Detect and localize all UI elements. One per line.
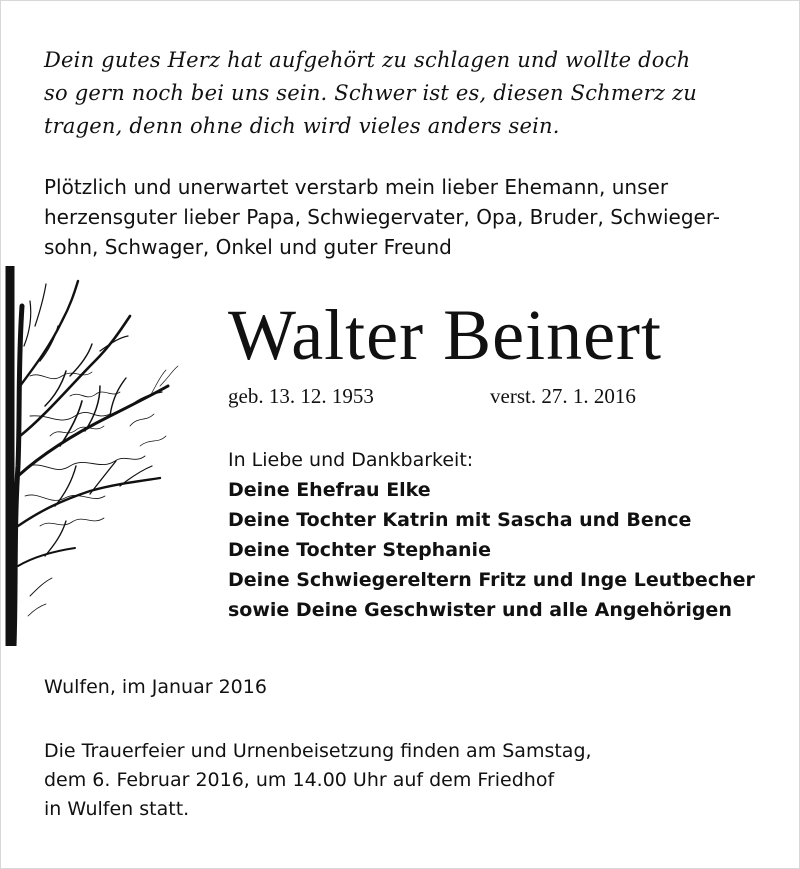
funeral-line: Die Trauerfeier und Urnenbeisetzung finden am Samstag, — [44, 740, 592, 762]
funeral-line: dem 6. Februar 2016, um 14.00 Uhr auf dem Friedhof — [44, 769, 555, 791]
tree-illustration — [0, 266, 200, 646]
funeral-info — [44, 737, 764, 824]
poem-line: Dein gutes Herz hat aufgehört zu schlagen und wollte doch — [44, 48, 691, 72]
mourner-entry: sowie Deine Geschwister und alle Angehörigen — [228, 599, 732, 621]
death-date: verst. 27. 1. 2016 — [490, 384, 636, 408]
mourner-entry: Deine Schwiegereltern Fritz und Inge Leutbecher — [228, 569, 755, 591]
place-and-date: Wulfen, im Januar 2016 — [44, 676, 267, 698]
funeral-line: in Wulfen statt. — [44, 798, 190, 820]
poem-line: so gern noch bei uns sein. Schwer ist es, diesen Schmerz zu — [44, 81, 698, 105]
intro-line: herzensguter lieber Papa, Schwiegervater, Opa, Bruder, Schwieger- — [44, 205, 720, 229]
poem-line: tragen, denn ohne dich wird vieles anders sein. — [44, 114, 560, 138]
poem-verse — [44, 44, 774, 143]
life-dates — [228, 381, 636, 411]
intro-line: Plötzlich und unerwartet verstarb mein lieber Ehemann, unser — [44, 175, 669, 199]
mourner-entry: Deine Tochter Katrin mit Sascha und Bence — [228, 509, 692, 531]
mourners-list — [228, 445, 788, 625]
intro-line: sohn, Schwager, Onkel und guter Freund — [44, 235, 452, 259]
mourners-heading: In Liebe und Dankbarkeit: — [228, 449, 474, 471]
mourner-entry: Deine Tochter Stephanie — [228, 539, 491, 561]
birth-date: geb. 13. 12. 1953 — [228, 384, 374, 408]
mourner-entry: Deine Ehefrau Elke — [228, 479, 431, 501]
deceased-name: Walter Beinert — [228, 295, 663, 375]
intro-text — [44, 172, 774, 262]
